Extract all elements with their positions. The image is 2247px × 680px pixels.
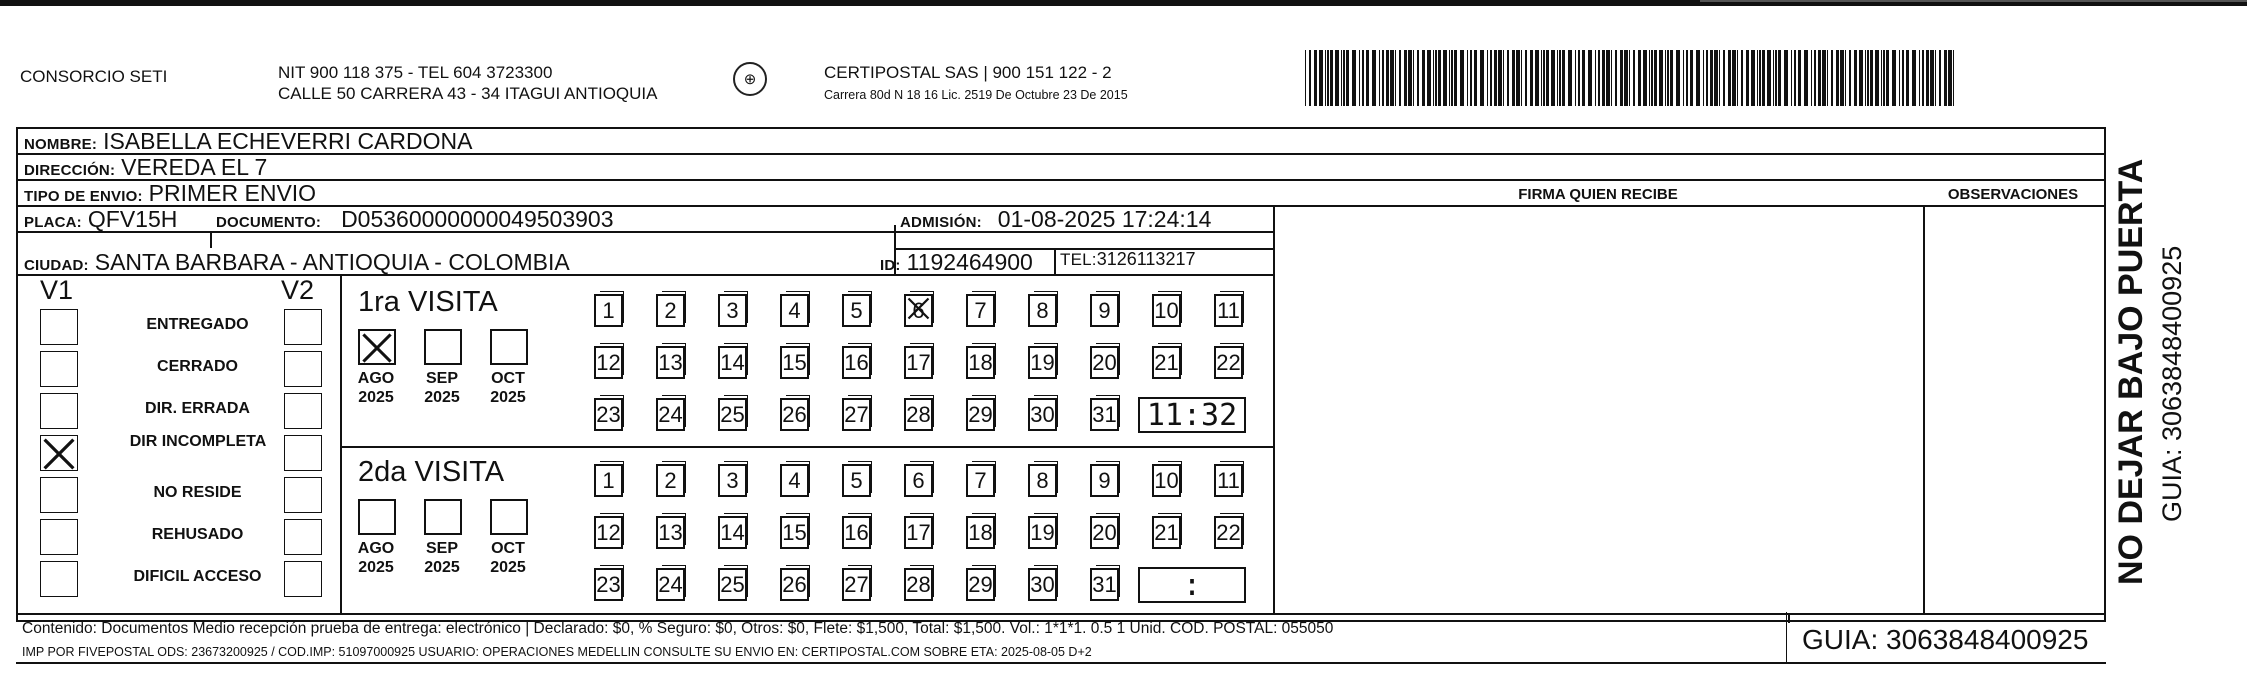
company-name: CONSORCIO SETI xyxy=(20,67,168,86)
visit1-month-checkbox[interactable] xyxy=(358,329,396,365)
visit1-month-checkbox[interactable] xyxy=(424,329,462,365)
v2-checkbox[interactable] xyxy=(284,309,322,345)
visit1-month-label: AGO 2025 xyxy=(357,370,395,406)
visit1-day-6[interactable]: 6 xyxy=(904,294,933,327)
visit1-day-20[interactable]: 20 xyxy=(1090,346,1119,379)
visit1-day-18[interactable]: 18 xyxy=(966,346,995,379)
admision-value: 01-08-2025 17:24:14 xyxy=(997,206,1212,232)
delivery-form xyxy=(16,127,2106,622)
courier-line1: CERTIPOSTAL SAS | 900 151 122 - 2 xyxy=(824,63,1112,82)
courier-line2: Carrera 80d N 18 16 Lic. 2519 De Octubre 23 De 2015 xyxy=(824,88,1128,102)
footer-guia: GUIA: 3063848400925 xyxy=(1802,624,2089,655)
visit1-day-12[interactable]: 12 xyxy=(594,346,623,379)
v1-checkbox[interactable] xyxy=(40,519,78,555)
nit-line: NIT 900 118 375 - TEL 604 3723300 xyxy=(278,63,553,82)
v1-checkbox[interactable] xyxy=(40,561,78,597)
visit2-day-27[interactable]: 27 xyxy=(842,568,871,601)
visit1-month-label: OCT 2025 xyxy=(490,370,526,406)
v2-label: V2 xyxy=(281,275,315,305)
admision-label: ADMISIÓN: xyxy=(900,214,982,231)
visit1-day-3[interactable]: 3 xyxy=(718,294,747,327)
tipo-envio-value: PRIMER ENVIO xyxy=(148,180,317,206)
visit1-day-10[interactable]: 10 xyxy=(1152,294,1181,327)
visit1-day-9[interactable]: 9 xyxy=(1090,294,1119,327)
visit2-day-31[interactable]: 31 xyxy=(1090,568,1119,601)
footer-content: Contenido: Documentos Medio recepción prueba de entrega: electrónico | Declarado: $0, % Seguro: $0, Otros: $0, Flete: $1,500, Total: $1,500. Vol.: 1*1*1. 0.5 1 Unid. COD. POSTAL: 055050 xyxy=(22,620,1334,637)
v2-checkbox[interactable] xyxy=(284,519,322,555)
id-label: ID: xyxy=(880,257,901,274)
visit2-day-26[interactable]: 26 xyxy=(780,568,809,601)
visit1-day-28[interactable]: 28 xyxy=(904,398,933,431)
v2-checkbox[interactable] xyxy=(284,477,322,513)
visit1-month-label: SEP 2025 xyxy=(424,370,460,406)
address-line: CALLE 50 CARRERA 43 - 34 ITAGUI ANTIOQUIA xyxy=(278,84,658,103)
visit2-month-checkbox[interactable] xyxy=(424,499,462,535)
visit2-month-checkbox[interactable] xyxy=(358,499,396,535)
ciudad-value: SANTA BARBARA - ANTIOQUIA - COLOMBIA xyxy=(94,249,570,275)
v2-checkbox[interactable] xyxy=(284,351,322,387)
visit1-day-30[interactable]: 30 xyxy=(1028,398,1057,431)
top-border-right xyxy=(1700,0,2247,2)
bottom-border xyxy=(16,662,2106,664)
visit2-month-label: OCT 2025 xyxy=(490,540,526,576)
visit2-time-field[interactable]: : xyxy=(1138,567,1246,603)
visit2-month-label: AGO 2025 xyxy=(357,540,395,576)
tipo-envio-label: TIPO DE ENVIO: xyxy=(24,188,143,205)
visit1-day-14[interactable]: 14 xyxy=(718,346,747,379)
side-notice: NO DEJAR BAJO PUERTA xyxy=(2112,158,2150,585)
v2-checkbox[interactable] xyxy=(284,435,322,471)
nombre-value: ISABELLA ECHEVERRI CARDONA xyxy=(103,128,473,154)
visit2-title: 2da VISITA xyxy=(358,456,505,488)
ciudad-label: CIUDAD: xyxy=(24,257,89,274)
visit2-day-29[interactable]: 29 xyxy=(966,568,995,601)
placa-label: PLACA: xyxy=(24,214,82,231)
v1-checkbox[interactable] xyxy=(40,309,78,345)
side-guia: GUIA: 3063848400925 xyxy=(2157,245,2187,522)
visit2-day-22[interactable]: 22 xyxy=(1214,516,1243,549)
visit1-day-5[interactable]: 5 xyxy=(842,294,871,327)
visit2-day-5[interactable]: 5 xyxy=(842,464,871,497)
documento-value: D05360000000049503903 xyxy=(341,206,614,232)
visit2-day-23[interactable]: 23 xyxy=(594,568,623,601)
v1-checkbox[interactable] xyxy=(40,477,78,513)
footer-imp: IMP POR FIVEPOSTAL ODS: 23673200925 / COD.IMP: 51097000925 USUARIO: OPERACIONES MEDELLIN CONSULTE SU ENVIO EN: CERTIPOSTAL.COM SOBRE ETA: 2025-08-05 D+2 xyxy=(22,645,1092,659)
visit2-day-13[interactable]: 13 xyxy=(656,516,685,549)
visit1-day-27[interactable]: 27 xyxy=(842,398,871,431)
visit1-time-field[interactable]: 11:32 xyxy=(1138,397,1246,433)
visit2-day-9[interactable]: 9 xyxy=(1090,464,1119,497)
v1-checkbox[interactable] xyxy=(40,351,78,387)
visit1-day-25[interactable]: 25 xyxy=(718,398,747,431)
visit2-day-21[interactable]: 21 xyxy=(1152,516,1181,549)
tel-value: 3126113217 xyxy=(1096,249,1196,269)
certipostal-logo-icon: ⊕ xyxy=(733,62,767,96)
visit2-day-12[interactable]: 12 xyxy=(594,516,623,549)
v1-checkbox[interactable] xyxy=(40,435,78,471)
placa-value: QFV15H xyxy=(87,206,178,232)
visit2-day-18[interactable]: 18 xyxy=(966,516,995,549)
visit2-day-6[interactable]: 6 xyxy=(904,464,933,497)
status-label: ENTREGADO xyxy=(146,316,249,333)
visit2-month-checkbox[interactable] xyxy=(490,499,528,535)
visit2-day-15[interactable]: 15 xyxy=(780,516,809,549)
v1-label: V1 xyxy=(40,275,74,305)
v2-checkbox[interactable] xyxy=(284,561,322,597)
barcode xyxy=(1305,50,1957,106)
visit1-day-26[interactable]: 26 xyxy=(780,398,809,431)
status-label: REHUSADO xyxy=(151,526,244,543)
visit1-day-21[interactable]: 21 xyxy=(1152,346,1181,379)
visit2-day-24[interactable]: 24 xyxy=(656,568,685,601)
visit1-day-24[interactable]: 24 xyxy=(656,398,685,431)
id-value: 1192464900 xyxy=(906,249,1033,275)
visit2-day-30[interactable]: 30 xyxy=(1028,568,1057,601)
status-label: DIR INCOMPLETA xyxy=(129,433,267,450)
visit1-day-16[interactable]: 16 xyxy=(842,346,871,379)
status-label: DIFICIL ACCESO xyxy=(133,568,262,585)
visit1-month-checkbox[interactable] xyxy=(490,329,528,365)
visit2-day-4[interactable]: 4 xyxy=(780,464,809,497)
status-label: NO RESIDE xyxy=(153,484,242,501)
visit2-day-19[interactable]: 19 xyxy=(1028,516,1057,549)
visit2-day-8[interactable]: 8 xyxy=(1028,464,1057,497)
visit1-day-17[interactable]: 17 xyxy=(904,346,933,379)
visit1-day-19[interactable]: 19 xyxy=(1028,346,1057,379)
direccion-value: VEREDA EL 7 xyxy=(121,154,268,180)
visit1-day-23[interactable]: 23 xyxy=(594,398,623,431)
visit1-day-31[interactable]: 31 xyxy=(1090,398,1119,431)
visit1-day-22[interactable]: 22 xyxy=(1214,346,1243,379)
visit2-day-1[interactable]: 1 xyxy=(594,464,623,497)
visit2-day-17[interactable]: 17 xyxy=(904,516,933,549)
status-label: DIR. ERRADA xyxy=(145,400,250,417)
visit2-day-11[interactable]: 11 xyxy=(1214,464,1243,497)
visit1-title: 1ra VISITA xyxy=(358,286,498,318)
visit1-day-7[interactable]: 7 xyxy=(966,294,995,327)
documento-label: DOCUMENTO: xyxy=(216,214,322,231)
v2-checkbox[interactable] xyxy=(284,393,322,429)
nombre-label: NOMBRE: xyxy=(24,136,98,153)
visit2-day-14[interactable]: 14 xyxy=(718,516,747,549)
visit1-day-29[interactable]: 29 xyxy=(966,398,995,431)
v1-checkbox[interactable] xyxy=(40,393,78,429)
visit1-day-11[interactable]: 11 xyxy=(1214,294,1243,327)
visit1-day-13[interactable]: 13 xyxy=(656,346,685,379)
visit2-day-10[interactable]: 10 xyxy=(1152,464,1181,497)
status-label: CERRADO xyxy=(157,358,238,375)
observaciones-header: OBSERVACIONES xyxy=(1947,186,2079,203)
visit2-day-25[interactable]: 25 xyxy=(718,568,747,601)
visit1-day-1[interactable]: 1 xyxy=(594,294,623,327)
direccion-label: DIRECCIÓN: xyxy=(24,162,116,179)
tel-label: TEL: xyxy=(1060,250,1097,269)
visit2-day-2[interactable]: 2 xyxy=(656,464,685,497)
visit2-day-7[interactable]: 7 xyxy=(966,464,995,497)
visit1-day-15[interactable]: 15 xyxy=(780,346,809,379)
visit2-day-3[interactable]: 3 xyxy=(718,464,747,497)
visit1-day-4[interactable]: 4 xyxy=(780,294,809,327)
visit1-day-8[interactable]: 8 xyxy=(1028,294,1057,327)
visit2-day-20[interactable]: 20 xyxy=(1090,516,1119,549)
visit2-month-label: SEP 2025 xyxy=(424,540,460,576)
firma-header: FIRMA QUIEN RECIBE xyxy=(1518,186,1678,203)
visit2-day-16[interactable]: 16 xyxy=(842,516,871,549)
visit2-day-28[interactable]: 28 xyxy=(904,568,933,601)
visit1-day-2[interactable]: 2 xyxy=(656,294,685,327)
